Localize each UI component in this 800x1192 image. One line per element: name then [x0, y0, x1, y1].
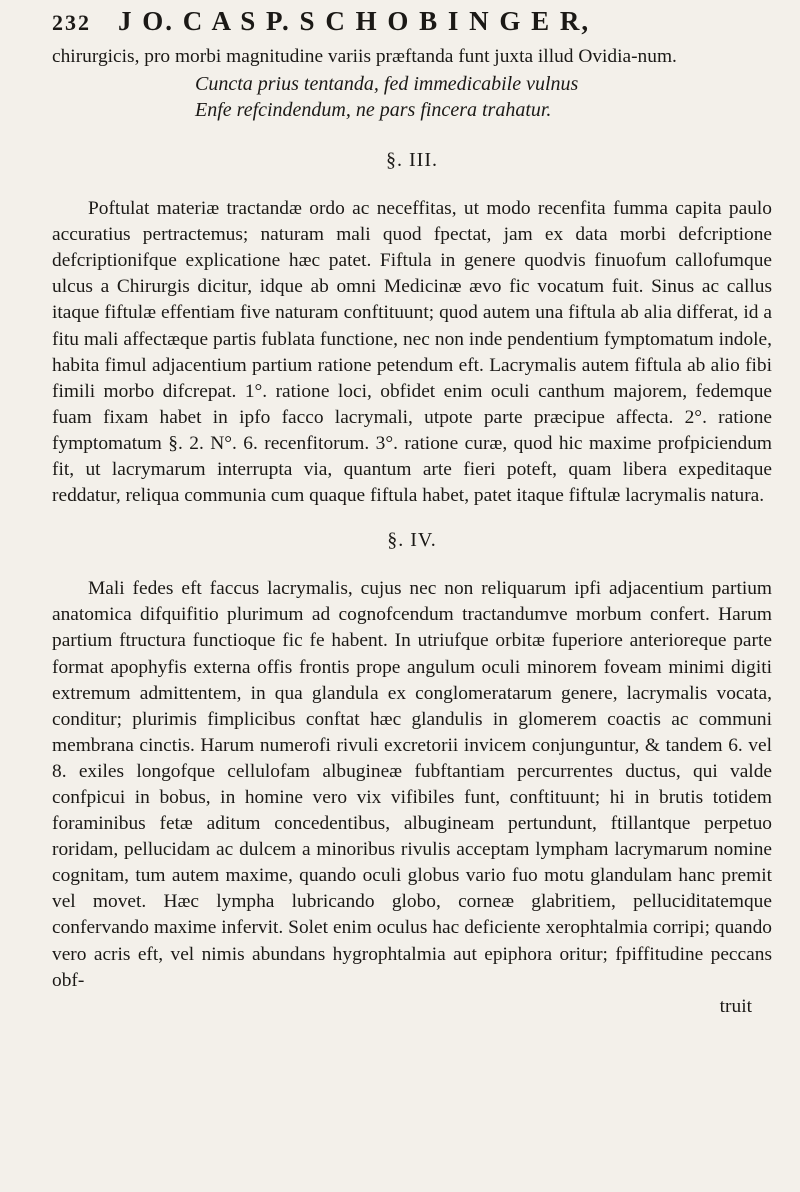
- section-3-heading: §. III.: [386, 149, 438, 172]
- verse-quotation: [195, 71, 772, 123]
- continuation-paragraph: chirurgicis, pro morbi magnitudine variis præftanda funt juxta illud Ovidia-num.: [52, 46, 677, 67]
- verse-line-1: Cuncta prius tentanda, fed immedicabile vulnus: [195, 73, 579, 96]
- verse-line-2: Enfe refcindendum, ne pars fincera trahatur.: [195, 99, 552, 122]
- section-3-paragraph: Poftulat materiæ tractandæ ordo ac neceffitas, ut modo recenfita fumma capita paulo accuratius pertractemus; naturam mali quod fpectat, jam ex data morbi defcriptione defcriptionifque explicatione hæc patet. Fiftula in genere quodvis finuofum callofumque ulcus a Chirurgis dicitur, idque ab omni Medicinæ ævo fic vocatum fuit. Sinus ac callus itaque fiftulæ effentiam five naturam conftituunt; quod autem una fiftula ab alia differat, id a fitu mali affectæque partis fublata functione, nec non inde pendentium fymptomatum indole, habita fimul adjacentium partium ratione petendum eft. Lacrymalis autem fiftula ab alio fibi fimili morbo difcrepat. 1°. ratione loci, obfidet enim oculi canthum majorem, fedemque fuam fixam habet in ipfo facco lacrymali, utpote parte præcipue affecta. 2°. ratione fymptomatum §. 2. N°. 6. recenfitorum. 3°. ratione curæ, quod hic maxime profpiciendum fit, ut lacrymarum interrupta via, quantum arte fieri poteft, quam libera expeditaque reddatur, reliqua communia cum quaque fiftula habet, patet itaque fiftulæ lacrymalis natura.: [52, 198, 772, 507]
- section-4-heading: §. IV.: [387, 529, 437, 552]
- running-title: J O. C A S P. S C H O B I N G E R,: [118, 6, 591, 36]
- catchword: truit: [719, 995, 752, 1017]
- running-head: [52, 6, 772, 40]
- section-4-paragraph: Mali fedes eft faccus lacrymalis, cujus nec non reliquarum ipfi adjacentium partium anatomica difquifitio plurimum ad cognofcendum tractandumve morbum confert. Harum partium ftructura functioque fic fe habent. In utriufque orbitæ fuperiore anterioreque parte format apophyfis externa offis frontis prope angulum oculi minorem foveam minimi digiti extremum admittentem, in qua glandula ex conglomeratarum genere, lacrymalis vocata, conditur; plurimis fimplicibus conftat hæc glandulis in glomerem coactis ac communi membrana cinctis. Harum numerofi rivuli excretorii invicem conjunguntur, & tandem 6. vel 8. exiles longofque cellulofam albugineæ fubftantiam percurrentes ductus, qui valde confpicui in bobus, in homine vero vix vifibiles funt, conftituunt; hi in brutis totidem foraminibus fetæ aditum concedentibus, albugineam pertundunt, ftillantque perpetuo roridam, pellucidam ac dulcem a minoribus rivulis acceptam lympham lacrymarum nomine cognitam, tum autem maxime, quando oculi globus vario fuo motu glandulam hanc premit vel movet. Hæc lympha lubricando globo, corneæ glabritiem, pelluciditatemque confervando maxime infervit. Solet enim oculus hac deficiente xerophtalmia corripi; quando vero acris eft, vel nimis abundans hygrophtalmia aut epiphora oritur; fpiffitudine peccans obf-: [52, 578, 772, 991]
- page-number: 232: [52, 10, 91, 35]
